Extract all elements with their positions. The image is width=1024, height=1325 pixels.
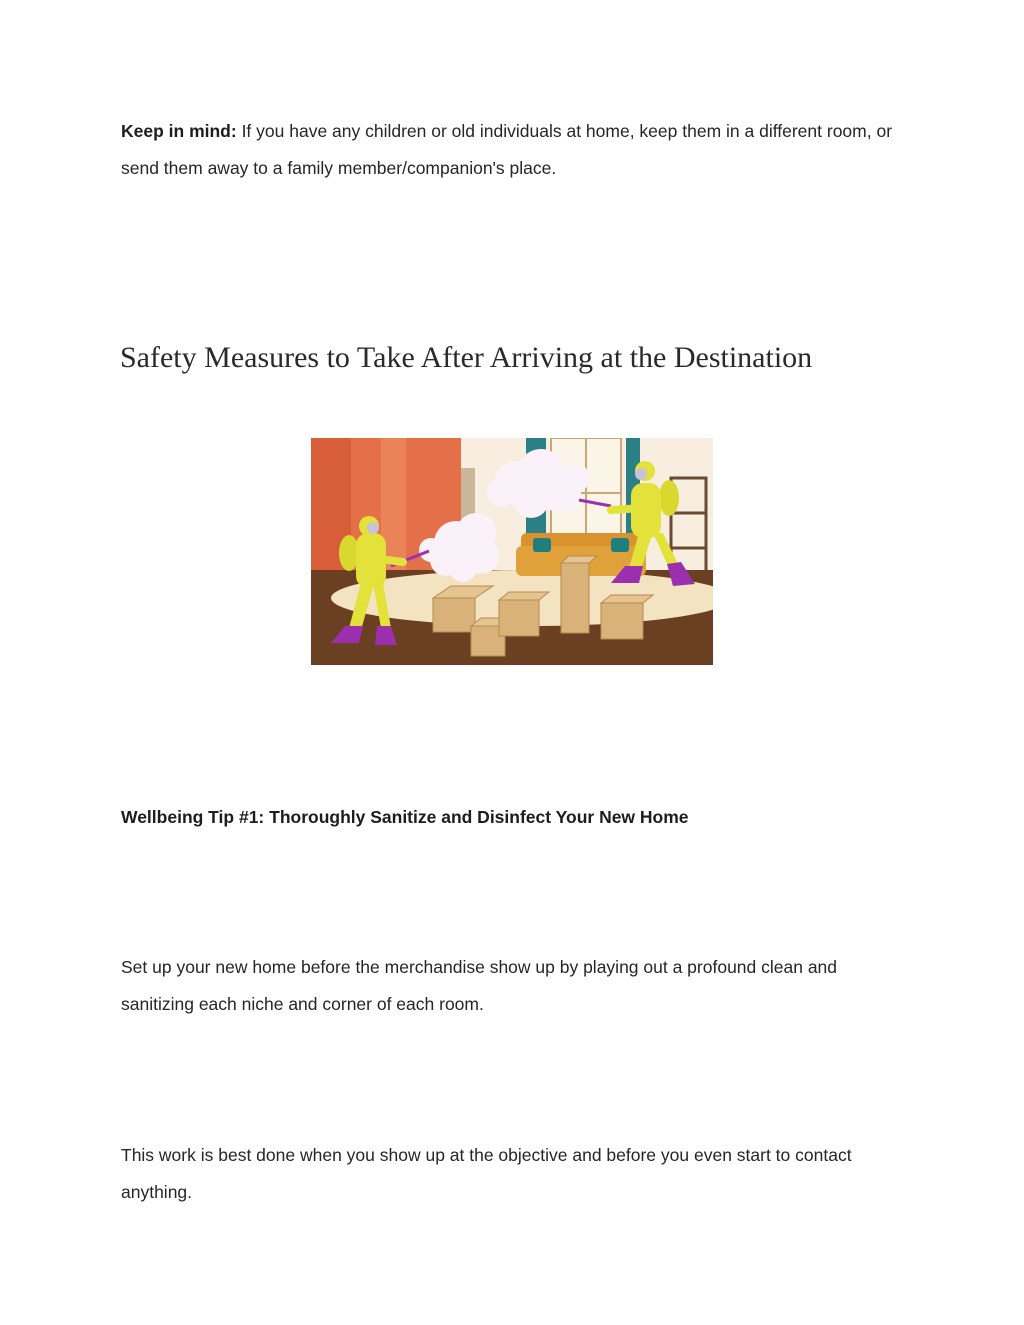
- tip1-paragraph-1: Set up your new home before the merchandise show up by playing out a profound clean and sanitizing each niche and corner of each room.: [121, 957, 838, 1014]
- keep-in-mind-text: If you have any children or old individuals at home, keep them in a different room, or send them away to a family member/companion's place.: [121, 121, 893, 178]
- disinfection-illustration: [311, 438, 713, 665]
- keep-in-mind-label: Keep in mind:: [121, 121, 237, 141]
- disinfection-workers-illustration-icon: [311, 438, 713, 665]
- keep-in-mind-paragraph: [121, 113, 911, 187]
- section-heading: Safety Measures to Take After Arriving at the Destination: [120, 341, 813, 374]
- tip1-paragraph-2: This work is best done when you show up at the objective and before you even start to contact anything.: [121, 1145, 852, 1202]
- tip1-title: Wellbeing Tip #1: Thoroughly Sanitize and Disinfect Your New Home: [121, 807, 689, 827]
